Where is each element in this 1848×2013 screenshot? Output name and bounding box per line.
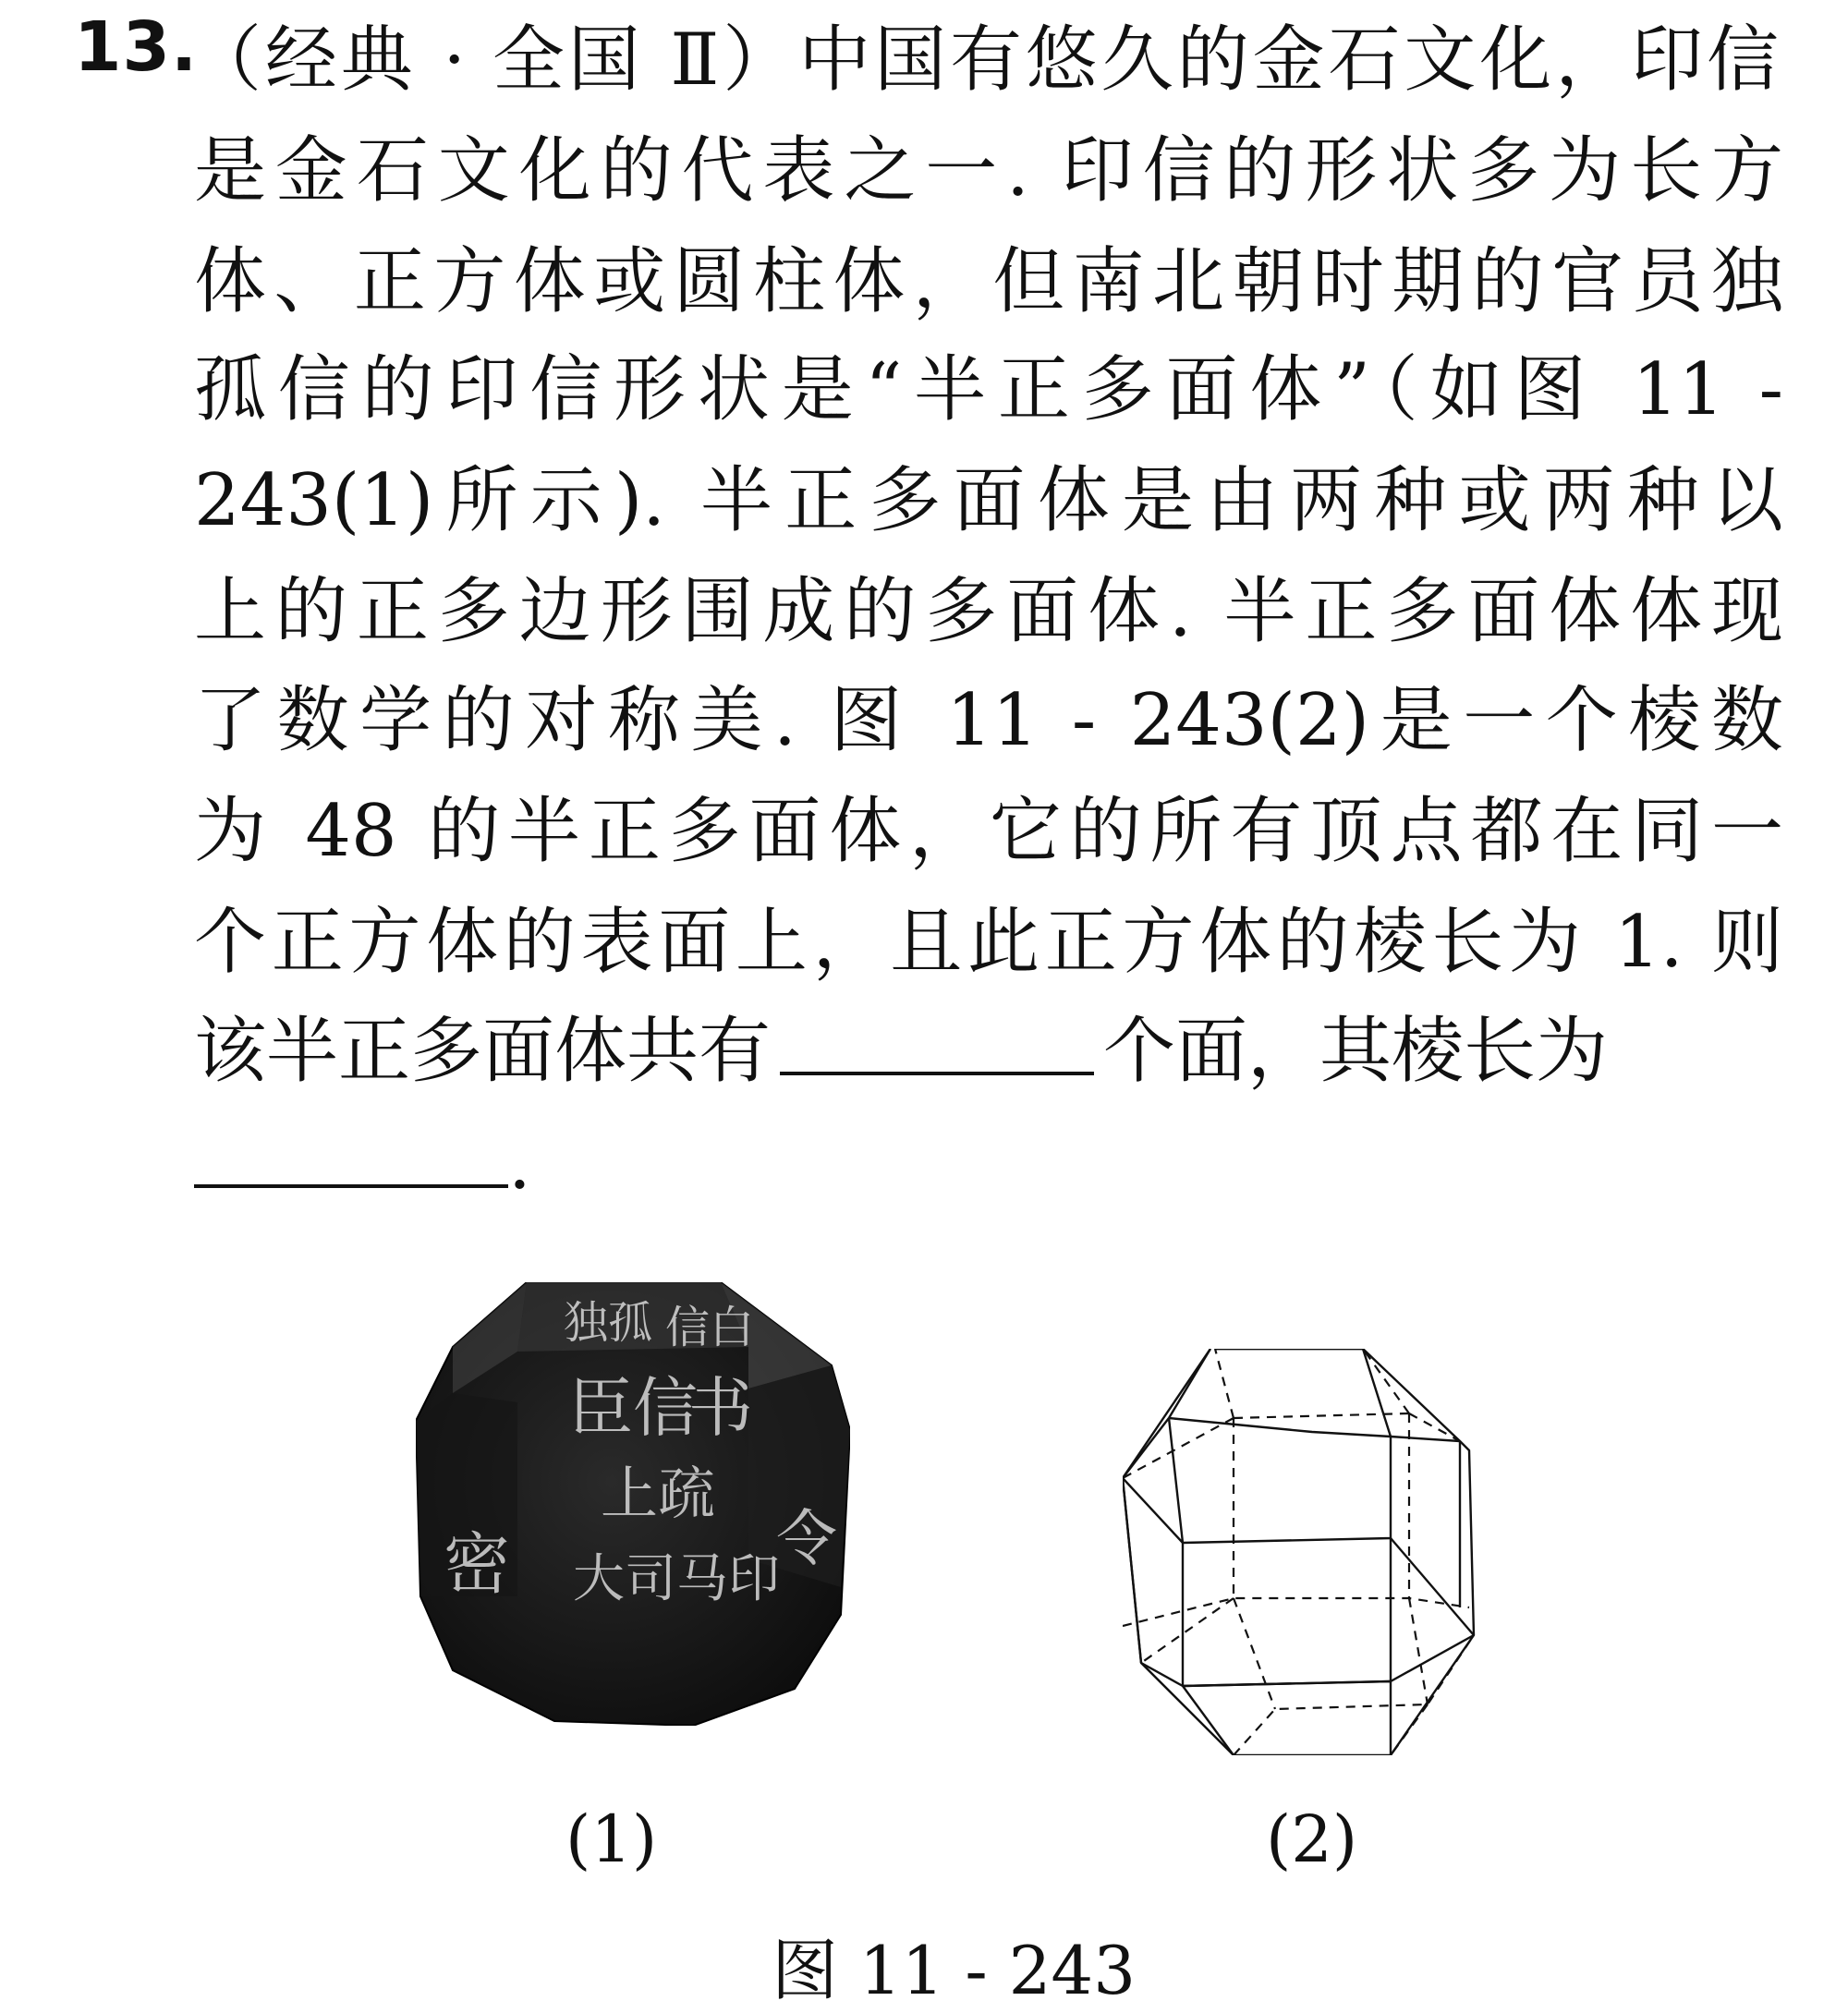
- lower-right-face: [1391, 1635, 1474, 1681]
- faces-prompt: 该半正多面体共有: [194, 1010, 772, 1093]
- hidden-mid-band: [1123, 1598, 1469, 1626]
- question-line-1: （经典 · 全国 Ⅱ）中国有悠久的金石文化，印信: [189, 18, 1779, 102]
- seal-inscription-left: 密: [444, 1525, 511, 1603]
- faces-answer-blank[interactable]: [780, 1005, 1094, 1075]
- front-top-face: [1169, 1349, 1210, 1418]
- question-line-10: [194, 1005, 1783, 1097]
- hidden-bottom-back-left: [1234, 1598, 1275, 1709]
- question-line-3: 体、正方体或圆柱体，但南北朝时期的官员独: [194, 240, 1783, 323]
- seal-inscription-center: 大司马印: [573, 1549, 780, 1609]
- question-number: 13.: [74, 7, 199, 87]
- hidden-left-lower: [1141, 1598, 1234, 1663]
- figure-caption: 图 11 - 243: [772, 1932, 1137, 2009]
- lower-front-face: [1183, 1681, 1391, 1755]
- figure-2-label: (2): [1266, 1801, 1358, 1877]
- front-upper-face: [1123, 1418, 1183, 1543]
- end-period: .: [508, 1122, 531, 1206]
- left-slant: [1123, 1418, 1169, 1478]
- question-line-9: 个正方体的表面上，且此正方体的棱长为 1. 则: [194, 901, 1783, 984]
- question-line-11: [194, 1118, 1783, 1210]
- question-line-5: 243(1)所示). 半正多面体是由两种或两种以: [194, 459, 1783, 542]
- front-band-top: [1183, 1437, 1391, 1543]
- question-line-2: 是金石文化的代表之一. 印信的形状多为长方: [194, 129, 1783, 212]
- hidden-back-left: [1215, 1349, 1234, 1418]
- figure-1-label: (1): [565, 1801, 658, 1877]
- right-top-face: [1391, 1437, 1460, 1441]
- seal-inscription-upper: 书: [688, 1370, 753, 1446]
- outline-edge: [1123, 1349, 1474, 1755]
- seal-inscription-right: 令: [776, 1503, 837, 1574]
- question-line-6: 上的正多边形围成的多面体. 半正多面体体现: [194, 570, 1783, 653]
- seal-inscription-top-right: 信白: [665, 1302, 755, 1353]
- hidden-left-upper: [1123, 1418, 1234, 1478]
- seal-inscription-middle: 上疏: [601, 1460, 716, 1527]
- seal-photo: [416, 1282, 850, 1726]
- right-upper-face: [1391, 1538, 1474, 1635]
- question-line-8: 为 48 的半正多面体，它的所有顶点都在同一: [194, 790, 1783, 873]
- hidden-back-right: [1363, 1349, 1409, 1413]
- question-line-4: 孤信的印信形状是“半正多面体”（如图 11 -: [194, 348, 1783, 431]
- seal-inscription-upper-left: 臣信: [568, 1370, 698, 1446]
- edge-answer-blank[interactable]: [194, 1118, 508, 1188]
- hidden-bottom-back-right: [1409, 1598, 1428, 1704]
- question-line-7: 了数学的对称美. 图 11 - 243(2)是一个棱数: [194, 679, 1783, 762]
- seal-inscription-top: 独孤: [564, 1297, 653, 1349]
- left-vertical: [1123, 1478, 1141, 1663]
- edge-prompt: 个面，其棱长为: [1103, 1010, 1609, 1093]
- polyhedron-diagram: [1123, 1349, 1520, 1755]
